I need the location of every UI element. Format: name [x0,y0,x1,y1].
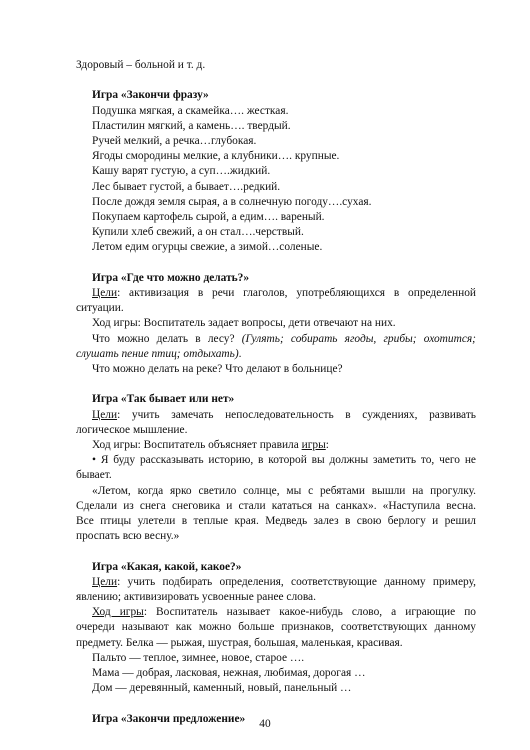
game1-line: После дождя земля сырая, а в солнечную погоду….сухая. [92,195,372,208]
game3-story-line: проспать всю весну.» [76,530,180,543]
game4-goal: Цели: учить подбирать определения, соответствующие данному примеру, [92,575,476,588]
game2-question2: Что можно делать на реке? Что делают в больнице? [92,363,343,376]
game2-question1: Что можно делать в лесу? (Гулять; собирать ягоды, грибы; охотится; [92,332,476,345]
game3-rule: • Я буду рассказывать историю, в которой вы должны заметить то, чего не [92,454,476,467]
game3-course: Ход игры: Воспитатель объясняет правила игры: [92,439,329,452]
game5-title: Игра «Закончи предложение» [92,712,246,725]
game4-example: Дом — деревянный, каменный, новый, панельный … [92,682,352,695]
game3-rule-cont: бывает. [76,469,112,482]
game3-story-line: Сделали из снега снеговика и стали кататься на санках». «Наступила весна. [76,499,476,512]
game1-line: Лес бывает густой, а бывает….редкий. [92,180,281,193]
game4-course-cont: предмету. Белка — рыжая, шустрая, большая, маленькая, красивая. [76,636,403,649]
course-label: Ход игры [92,606,144,619]
game1-line: Кашу варят густую, а суп….жидкий. [92,165,271,178]
game2-title: Игра «Где что можно делать?» [92,271,250,284]
game3-story-line: Все птицы улетели в теплые края. Медведь залез в свою берлогу и решил [76,515,476,528]
page-number: 40 [259,718,271,730]
game1-line: Купили хлеб свежий, а он стал….черствый. [92,226,304,239]
game3-story-line: «Летом, когда ярко светило солнце, мы с ребятами вышли на прогулку. [92,484,476,497]
games-link[interactable]: игры [301,439,326,452]
intro-line: Здоровый – больной и т. д. [76,59,206,71]
game4-example: Пальто — теплое, зимнее, новое, старое …. [92,651,305,664]
game4-title: Игра «Какая, какой, какое?» [92,560,242,573]
goal-label: Цели [92,408,118,421]
game4-goal-cont: явлению; активизировать усвоенные ранее слова. [76,591,316,604]
game3-goal-cont: логическое мышление. [76,423,188,436]
game1-line: Ручей мелкий, а речка…глубокая. [92,135,257,147]
game4-course-cont: очереди называют как можно больше признаков, соответствующих данному [76,621,476,634]
game1-line: Пластилин мягкий, а камень…. твердый. [92,119,291,132]
game2-course: Ход игры: Воспитатель задает вопросы, дети отвечают на них. [92,317,396,330]
game3-title: Игра «Так бывает или нет» [92,393,235,406]
goal-label: Цели [92,575,118,588]
game1-line: Подушка мягкая, а скамейка…. жесткая. [92,104,289,117]
game2-goal: Цели: активизация в речи глаголов, употребляющихся в определенной [92,287,476,300]
game2-goal-cont: ситуации. [76,302,124,315]
game1-line: Ягоды смородины мелкие, а клубники…. крупные. [92,150,340,163]
game4-example: Мама — добрая, ласковая, нежная, любимая, дорогая … [92,667,366,680]
game2-question1-cont: слушать пение птиц; отдыхать). [76,347,242,360]
game4-course: Ход игры: Воспитатель называет какое-нибудь слово, а играющие по [92,606,476,619]
game1-line: Летом едим огурцы свежие, а зимой…соленые. [92,241,323,254]
goal-label: Цели [92,287,118,300]
game1-line: Покупаем картофель сырой, а едим…. вареный. [92,211,325,224]
page-content [76,58,476,727]
game1-title: Игра «Закончи фразу» [92,89,209,102]
game3-goal: Цели: учить замечать непоследовательность в суждениях, развивать [92,408,476,421]
